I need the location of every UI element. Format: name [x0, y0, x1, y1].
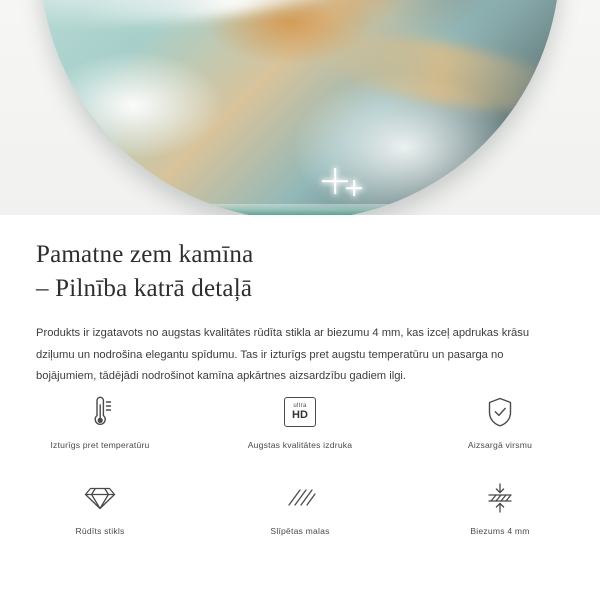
headline-line-2: – Pilnība katrā detaļā [36, 274, 253, 302]
text-content [0, 215, 600, 388]
feature-polished-edges [200, 478, 400, 556]
ultra-hd-badge-top: ultra [293, 403, 307, 409]
thickness-arrows-icon [483, 478, 517, 518]
feature-label: Slīpētas malas [270, 526, 330, 536]
feature-thickness [400, 478, 600, 556]
marble-artwork [40, 0, 560, 215]
thermometer-icon [85, 392, 115, 432]
feature-surface-protection [400, 392, 600, 470]
feature-grid [0, 392, 600, 556]
ultra-hd-icon [284, 392, 316, 432]
feature-temperature [0, 392, 200, 470]
feature-tempered-glass [0, 478, 200, 556]
glass-edge [40, 204, 560, 215]
page-title [0, 215, 600, 305]
feature-print-quality [200, 392, 400, 470]
marble-streak-gold-3 [307, 21, 560, 125]
feature-label: Rūdīts stikls [75, 526, 125, 536]
polished-edges-icon [283, 478, 317, 518]
marble-streak-white [80, 0, 383, 35]
feature-label: Augstas kvalitātes izdruka [247, 440, 353, 450]
feature-label: Aizsargā virsmu [467, 440, 533, 450]
ultra-hd-badge-bottom: HD [292, 409, 308, 421]
body-paragraph: Produkts ir izgatavots no augstas kvalitātes rūdīta stikla ar biezumu 4 mm, kas izceļ apdrukas krāsu dziļumu un nodrošina elegantu spīdumu. Tas ir izturīgs pret augstu temperatūru un pasarga no bojājumiem, tādējādi nodrošinot kamīna apkārtnes aizsardzību gadiem ilgi. [36, 327, 530, 382]
diamond-icon [83, 478, 117, 518]
shield-check-icon [484, 392, 516, 432]
feature-label: Biezums 4 mm [470, 526, 530, 536]
headline-line-1: Pamatne zem kamīna [36, 241, 254, 268]
hero-image [0, 0, 600, 215]
round-glass-panel [40, 0, 560, 215]
feature-label: Izturīgs pret temperatūru [50, 440, 150, 450]
